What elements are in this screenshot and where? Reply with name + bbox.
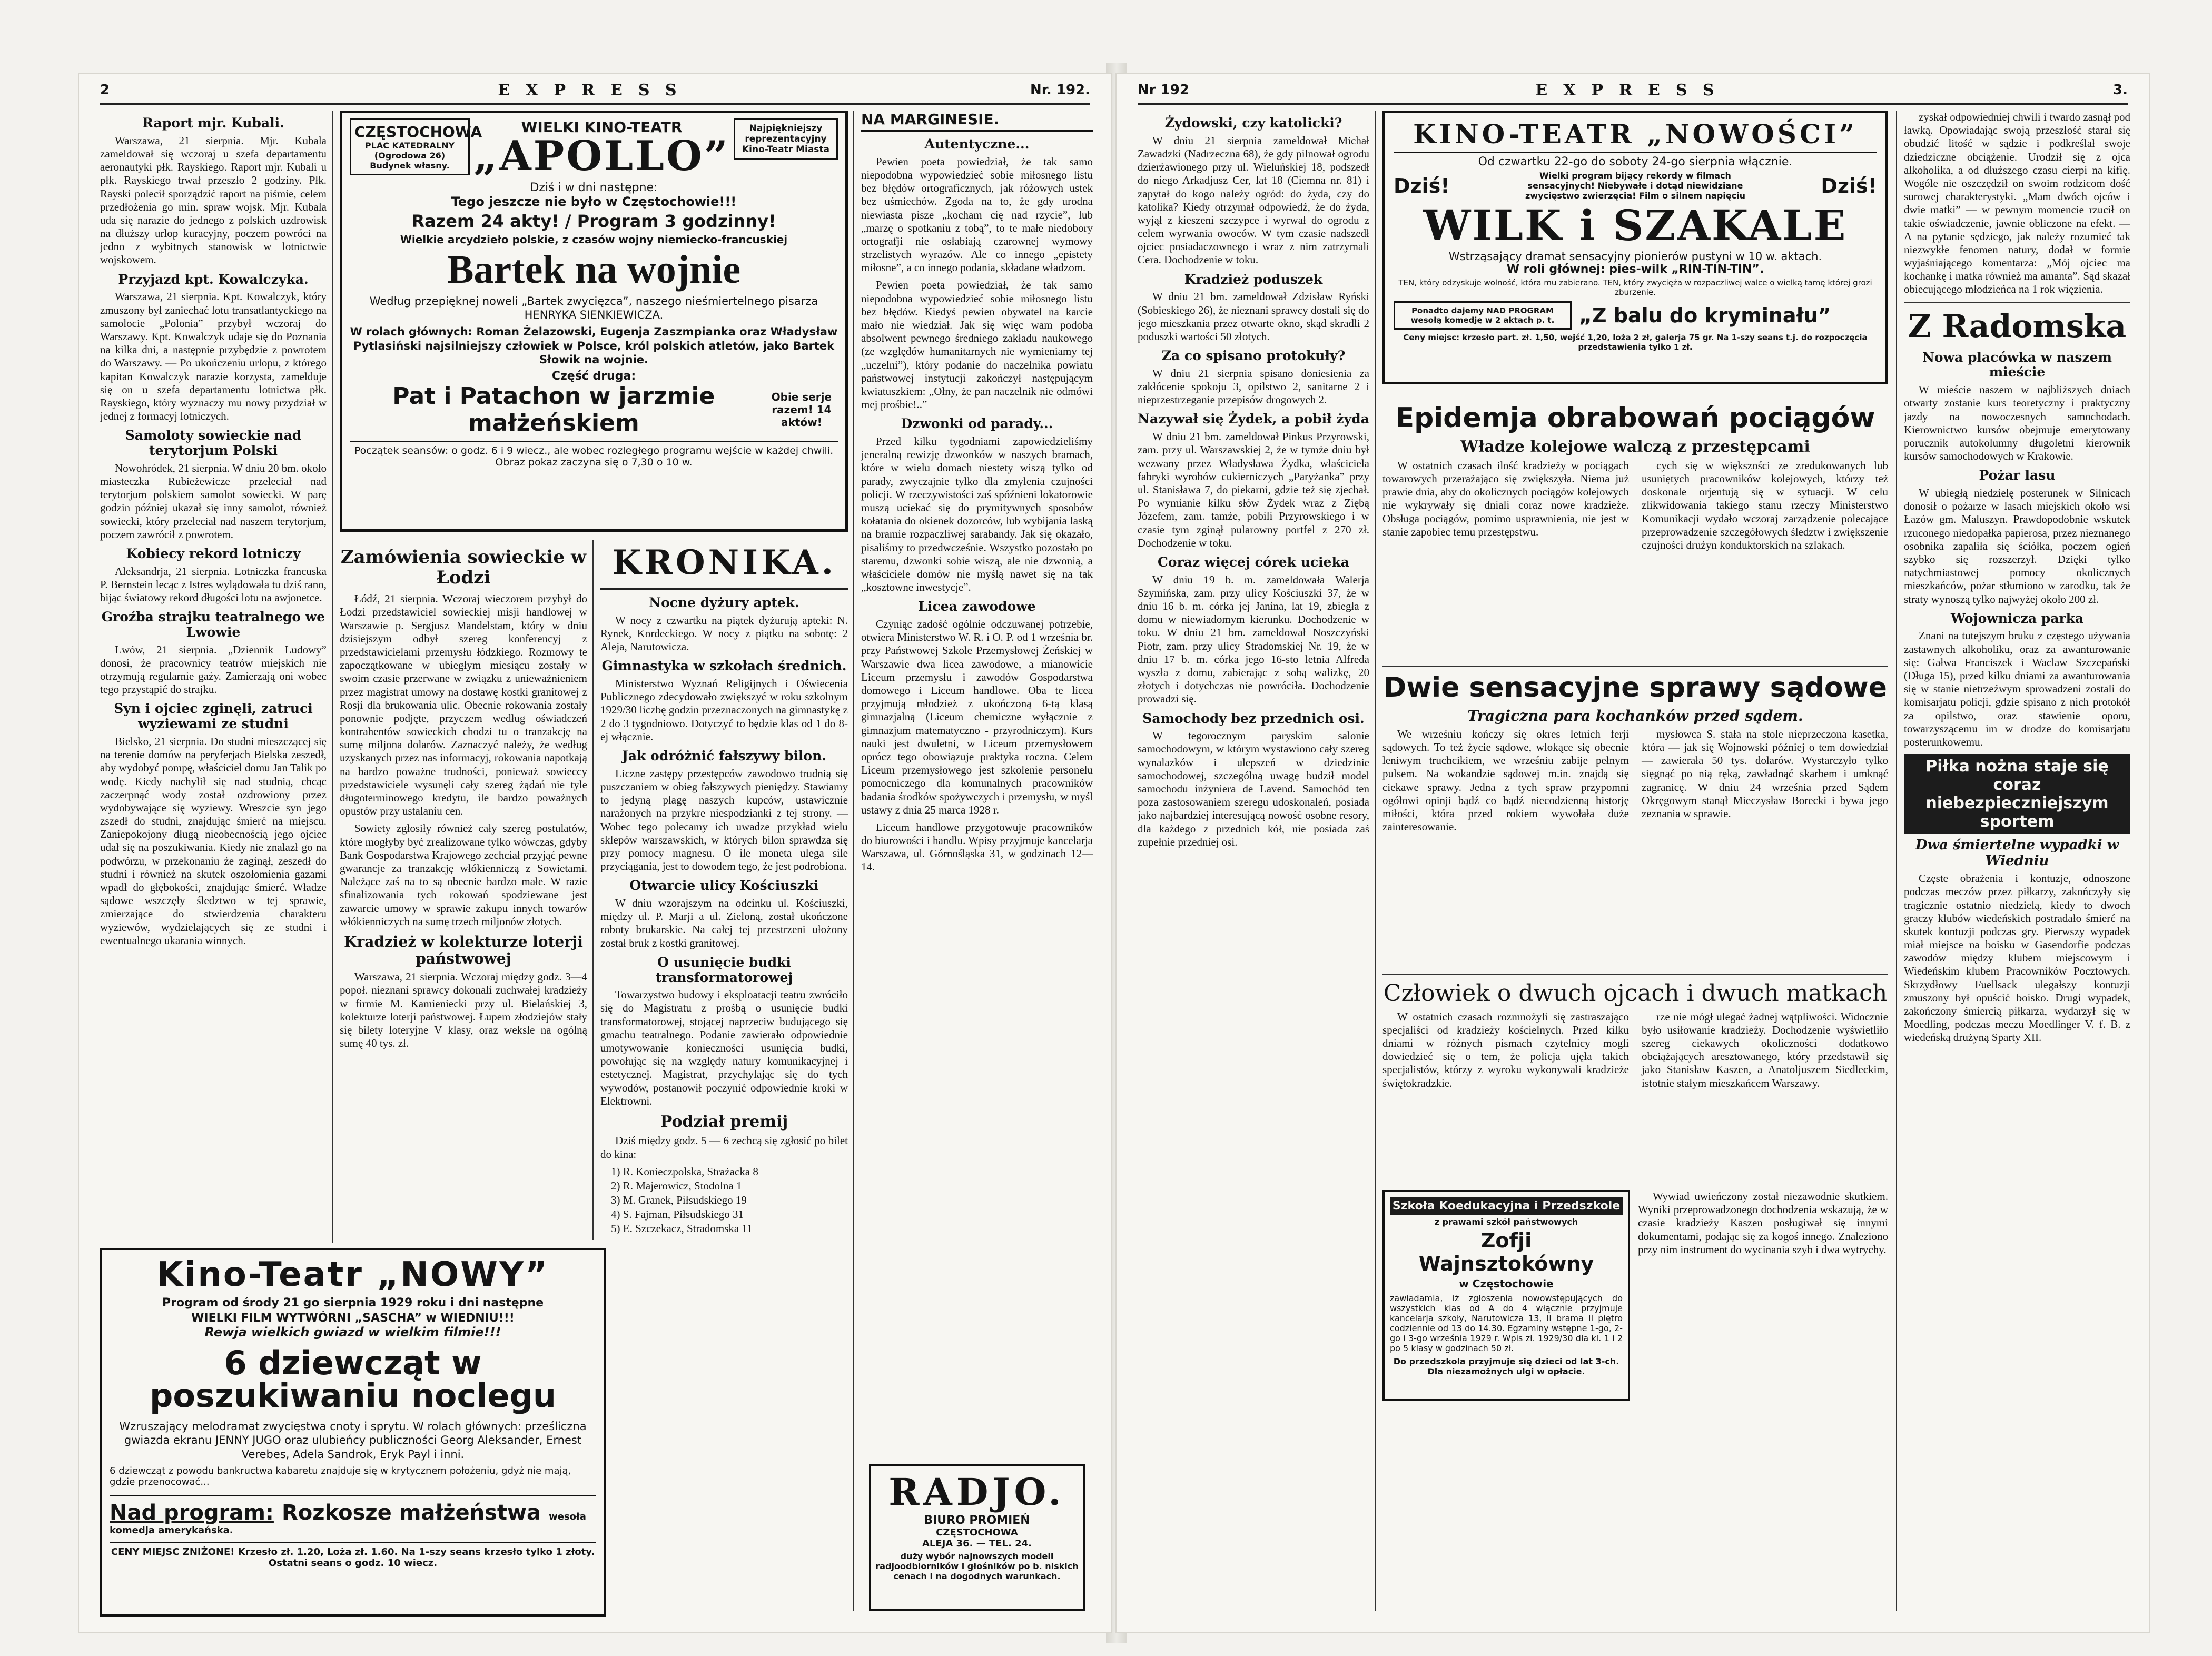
right-page	[1117, 74, 2149, 1632]
ad-part2-note: Obie serje razem! 14 aktów!	[771, 391, 832, 429]
article-text: We wrześniu kończy się okres letnich ferji sądowych. To też życie sądowe, wlokące się obecnie leniwym truchcikiem, we wrześniu zabije pełnym pulsem. Na wokandzie sądowej m.in. znajdą się ciekawe sprawy. Jedna z tych spraw przypomni ogółowi opinji bądź co bądź niecodzienną historję miłości, która przed rokiem wywołała duże zainteresowanie.	[1382, 727, 1629, 834]
ad-apollo-right-box: Najpiękniejszy reprezentacyjny Kino-Teatr Miasta	[734, 118, 838, 160]
left-col-4	[861, 111, 1093, 1611]
article-headline: Kradzież poduszek	[1184, 271, 1323, 287]
ad-center: Wielki program bijący rekordy w filmach sensacyjnych! Niebywałe i dotąd niewidziane zwycięstwo zwierzęcia! Film o silnem napięciu	[1525, 171, 1745, 201]
article-headline: Kobiecy rekord lotniczy	[126, 546, 301, 561]
article-headline: O usunięcie budki transformatorowej	[655, 954, 793, 985]
list-item: 1) R. Konieczpolska, Strażacka 8	[611, 1165, 758, 1178]
ad-address: ALEJA 36. — TEL. 24.	[922, 1538, 1032, 1549]
article-headline: Podział premij	[660, 1112, 788, 1131]
article-headline: Otwarcie ulicy Kościuszki	[629, 878, 819, 894]
masthead: EXPRESS	[498, 81, 693, 100]
article-headline: Gimnastyka w szkołach średnich.	[601, 658, 847, 674]
ad-szkola	[1382, 1190, 1630, 1401]
ad-description: Wstrząsający dramat sensacyjny pionierów pustyni w 10 w. aktach.	[1448, 250, 1822, 263]
ad-description: Według przepięknej noweli „Bartek zwycięzca”, naszego nieśmiertelnego pisarza HENRYKA SIENKIEWICZA.	[369, 294, 818, 322]
article-text: W dniu 19 b. m. zameldowała Walerja Szymińska, zam. przy ulicy Kościuszki 37, że w dniu 16 b. m. córka jej Janina, lat 19, zbiegła z domu w niewiadomym kierunku. Dochodzenie w toku. W dniu 21 bm. zameldował Noszczyński Piotr, zam. przy ulicy Stradomskiej Nr. 19, że w dniu 17 b. m. córka jego 16-sto letnia Alfreda wyszła z domu, zabierając z sobą walizkę, 20 złotych i dotychczas nie powróciła. Dochodzenie prowadzi się.	[1138, 573, 1369, 706]
article-headline: Za co spisano protokuły?	[1161, 348, 1346, 364]
ad-line: Dziś i w dni następne:	[530, 181, 658, 194]
article-text: Czyniąc zadość ogólnie odczuwanej potrzebie, otwiera Ministerstwo W. R. i O. P. od 1 września br. przy Państwowej Szkole Przemysłowej Żeńskiej w Warszawie dwa licea zawodowe, a mianowicie Liceum przemysłu i zawodów Gospodarstwa domowego i Liceum handlowe. Oba te licea przyjmują młodzież z ukończoną 6-tą klasą gimnazjalną (Liceum chemiczne wyłącznie z gimnazjum matematyczno - przyrodniczym). Kurs nauki jest dwuletni, w Liceum przemysłowem oprócz tego obowiązuje praktyka roczna. Celem Liceum przemysłowego jest szkolenie personelu pomocniczego dla komunalnych pracowników badania środków spożywczych i przemysłu, w myśl ustawy z dnia 25 marca 1928 r.	[861, 618, 1093, 816]
ad-today: Dziś!	[1394, 174, 1450, 197]
left-page	[79, 74, 1111, 1632]
article-text: Ministerstwo Wyznań Religijnych i Oświecenia Publicznego zdecydowało zwiększyć w roku szkolnym 1929/30 liczbę godzin przeznaczonych na gimnastykę z 2 do 3 tygodniowo. Dotyczyć to będzie klas od 1 do 8-ej włącznie.	[600, 677, 848, 743]
article-headline: Przyjazd kpt. Kowalczyka.	[118, 271, 309, 287]
article-text: Pewien poeta powiedział, że tak samo niepodobna wypowiedzieć sobie miłosnego listu bez błędów. Kiedyś pewien obywatel na karcie mało nie wiedział. Jak się więc wam podoba absolwent pewnego średniego zakładu naukowego (ze względów humanitarnych nie wymieniamy tej „uczelni”), który podanie do naczelnika powiatu państwowej instytucji zakończył następującym kwiatuszkiem: „Ołny, że pan naczelnik nie odmówi mej prośbie!..”	[861, 279, 1093, 411]
right-col-3-bottom	[1638, 1190, 1888, 1611]
article-headline: Raport mjr. Kubali.	[142, 115, 284, 131]
article-text: rze nie mógł ulegać żadnej wątpliwości. Widocznie było usiłowanie kradzieży. Dochodzenie wyświetliło szereg ciekawych okoliczności dodatkowo obciążających aresztowanego, który przedstawił się jako Stanisław Kaszen, a Anatoljuszem Siedleckim, istotnie stałym mieszkańcem Warszawy.	[1642, 1010, 1888, 1089]
ad-times: Początek seansów: o godz. 6 i 9 wiecz., ale wobec rozległego programu wejście w każdej chwili. Obraz pokaz zaczyna się o 7,30 o 10 w.	[350, 441, 838, 468]
ad-prices: CENY MIEJSC ZNIŻONE! Krzesło zł. 1.20, Loża zł. 1.60. Na 1-szy seans krzesło tylko 1 złoty. Ostatni seans o godz. 10 wiecz.	[110, 1542, 596, 1569]
ad-prices: Ceny miejsc: krzesło part. zł. 1,50, wejść 1,20, loża 2 zł, galerja 75 gr. Na 1-szy seans t.j. do rozpoczęcia przedstawienia tylko 1 zł.	[1403, 333, 1868, 352]
article-headline: Zamówienia sowieckie w Łodzi	[340, 547, 587, 589]
article-sady	[1382, 661, 1888, 838]
ad-name: Zofji Wajnsztokówny	[1418, 1229, 1594, 1275]
article-text: Warszawa, 21 sierpnia. Mjr. Kubala zameldował się wczoraj u szefa departamentu aeronautyki płk. Rayskiego. Raport mjr. Kubali u płk. Rayskiego trwał przeszło 2 godziny. Płk. Rayski polecił sporządzić raport na piśmie, celem przedłożenia go min. spraw wojsk. Mjr. Kubala uda się narazie do jednego z polskich uzdrowisk na dłuższy urlop kuracyjny, poczem powróci na jedno z wybitnych stanowisk w lotnictwie wojskowem.	[100, 134, 327, 266]
ad-address: PLAC KATEDRALNY (Ogrodowa 26) Budynek własny.	[364, 141, 455, 171]
article-text: cych się w większości ze zredukowanych lub usuniętych pracowników kolejowych, którzy też doskonale orjentują się w sytuacji. W celu zlikwidowania takiego stanu rzeczy Ministerstwo Komunikacji wydało wczoraj zarządzenie polecające przeprowadzenie szczegółowych śledztw i zwiększenie czujności drużyn konduktorskich na szlakach.	[1642, 459, 1888, 551]
ad-apollo-address-box	[350, 118, 482, 175]
article-text: W ubiegłą niedzielę posterunek w Silnicach donosił o pożarze w lasach miejskich około wsi Łazów gm. Maluszyn. Prawdopodobnie wskutek rzuconego niedopałka papierosa, przez nieznanego osobnika zapaliła się ściółka, poczem ogień szybko się rozszerzył. Dzięki tylko natychmiastowej pomocy okolicznych mieszkańców, pożar stłumiono w zarodku, tak że straty wynoszą tylko najwyżej około 200 zł.	[1904, 487, 2130, 606]
ad-film-title: WILK i SZAKALE	[1423, 201, 1848, 250]
list-item: 2) R. Majerowicz, Stodolna 1	[611, 1179, 742, 1192]
article-headline: Samoloty sowieckie nad terytorjum Polski	[125, 428, 302, 458]
article-text: Częste obrażenia i kontuzje, odnoszone podczas meczów przez piłkarzy, zakończyły się tragicznie ostatnio niedzielą, kiedy to dwoch graczy klubów wiedeńskich postradało śmierć na skutek kontuzji podczas gry. Pierwszy wypadek miał miejsce na boisku w Gasendorfie podczas zawodów między klubem miejscowym i Wiedeńskim klubem Pracowników Pocztowych. Skrzydłowy Fuellsack ulegałszy kontuzji zmuszony był opuścić boisko. Drugi wypadek, zakończony śmiercią piłkarza, wydarzył się w Moedling, podczas meczu Moedlinger V. f. B. z wiedeńską drużyną Sparty XII.	[1904, 872, 2130, 1044]
article-headline: Coraz więcej córek ucieka	[1158, 554, 1349, 570]
ad-note: Do przedszkola przyjmuje się dzieci od lat 3-ch.	[1393, 1356, 1619, 1366]
ad-title: KINO-TEATR „NOWOŚCI”	[1394, 118, 1877, 153]
ad-extra-label: Nad program:	[110, 1500, 274, 1525]
article-samoloty	[100, 428, 327, 541]
article-text: W dniu 21 bm. zameldował Pinkus Przyrowski, zam. przy ul. Warszawskiej 2, że w tymże dniu był wezwany przez Władysława Żydka, właściciela fabryki wyrobów cukierniczych „Paryżanka” przy ul. Stanisława 7, do piekarni, gdzie też się zjechał. Po wymianie kilku słów Żydek wraz z Ziębą Józefem, zam. tamże, pobili Przyrowskiego i w czasie tym zginął pularowny portfel z 270 zł. Dochodzenie w toku.	[1138, 430, 1369, 549]
ad-sub: z prawami szkół państwowych	[1434, 1217, 1578, 1227]
article-headline: Pożar lasu	[1979, 468, 2056, 483]
article-headline: Autentyczne...	[924, 136, 1030, 152]
article-text: Towarzystwo budowy i eksploatacji teatru zwróciło się do Magistratu z prośbą o usunięcie budki transformatorowej, stojącej naprzeciw budującego się gmachu teatralnego. Podanie zawierało odpowiednie umotywowanie konieczności usunięcia budki, powołując się na względy natury komunikacyjnej i estetycznej. Magistrat, przychylając się do tych wywodów, postanowił poczynić odpowiednie kroki w Elektrowni.	[600, 988, 848, 1107]
ad-cast: W rolach głównych: Roman Żelazowski, Eugenja Zaszmpianka oraz Władysław Pytlasiński najsilniejszy człowiek w Polsce, król polskich atletów, jako Bartek Słowik na wojnie.	[350, 325, 838, 366]
right-page-header	[1138, 78, 2128, 105]
article-text: W nocy z czwartku na piątek dyżurują apteki: N. Rynek, Kordeckiego. W nocy z piątku na sobotę: 2 Aleja, Narutowicza.	[600, 613, 848, 653]
article-headline: Nazywał się Żydek, a pobił żyda	[1138, 411, 1369, 427]
article-text: Wywiad uwieńczony został niezawodnie skutkiem. Wyniki przeprowadzonego dochodzenia wskazują, że w czasie kradzieży Kaszen posługiwał się innymi dokumentami, podając się za kogoś innego. Znaleziono przy nim instrument do wycinania szyb i dwa wytrychy.	[1638, 1190, 1888, 1256]
ad-plot: 6 dziewcząt z powodu bankructwa kabaretu znajduje się w krytycznem położeniu, gdyż nie mają, gdzie przenocować...	[110, 1465, 571, 1488]
issue-number: Nr 192	[1138, 82, 1189, 98]
left-page-header	[100, 78, 1090, 105]
ad-extra-box: Ponadto dajemy NAD PROGRAM wesołą komedję w 2 aktach p. t.	[1394, 301, 1572, 330]
ad-title: „APOLLO”	[473, 132, 730, 180]
article-headline: Groźba strajku teatralnego we Lwowie	[101, 609, 325, 640]
article-headline: Syn i ojciec zginęli, zatruci wyziewami ze studni	[114, 701, 313, 732]
article-text: Warszawa, 21 sierpnia. Wczoraj między godz. 3—4 popoł. nieznani sprawcy dokonali zuchwałej kradzieży w firmie M. Kamieniecki przy ul. Bielańskiej 3, kolekturze loterji państwowej. Łupem złodziejów stały się bilety loteryjne V klasy, oraz weksle na ogólną sumę 40 tys. zł.	[340, 970, 587, 1050]
ad-description: duży wybór najnowszych modeli radjoodbiorników i głośników po b. niskich cenach i na dogodnych warunkach.	[875, 1551, 1079, 1581]
column-rule	[1896, 111, 1897, 1611]
ad-city: CZĘSTOCHOWA	[354, 123, 482, 141]
ad-extra-title: „Z balu do kryminału”	[1579, 304, 1831, 327]
kronika-heading: KRONIKA.	[612, 543, 836, 582]
page-number: 2	[100, 82, 110, 98]
issue-number: Nr. 192.	[1030, 82, 1090, 98]
premie-list	[600, 1165, 848, 1235]
ad-line: Wielkie arcydzieło polskie, z czasów wojny niemiecko-francuskiej	[400, 233, 788, 246]
article-epidemja	[1382, 398, 1888, 556]
ad-film-title: Bartek na wojnie	[447, 247, 741, 292]
article-text: Łódź, 21 sierpnia. Wczoraj wieczorem przybył do Łodzi przedstawiciel sowieckiej misji handlowej w Warszawie p. Sergjusz Mandelstam, który w dniu dzisiejszym odbył szereg konferencyj z przedstawicielami przemysłu łódzkiego. Rozmowy te zapoczątkowane w ubiegłym miesiącu zostały w swoim czasie przerwane w związku z unieważnieniem przez magistrat umowy na dostawę kostki granitowej z Rosji dla brukowania ulic. Obecnie rokowania zostały ponownie podjęte, przyczem według oświadczeń kontrahentów sowieckich chodzi tu o tranzakcję na sumę miljona dolarów. Zaznaczyć należy, że według uzyskanych przez nas informacyj, rokowania napotkają na bardzo poważne trudności, ponieważ sowieccy przedstawiciele wysunęli cały szereg żądań nie tyle długoterminowego kredytu, ile bardzo poważnych opustów przy ustalaniu cen.	[340, 592, 587, 818]
ad-line: Razem 24 akty! / Program 3 godzinny!	[411, 211, 776, 231]
ad-kino-nowy	[100, 1248, 606, 1617]
ad-kino-apollo	[340, 111, 848, 532]
ad-line: Tego jeszcze nie było w Częstochowie!!!	[451, 194, 737, 209]
article-text: W mieście naszem w najbliższych dniach otwarty zostanie kurs teoretyczny i praktyczny jazdy na nowoczesnych samochodach. Kierownictwo kursów obejmuje emerytowany porucznik autokolumny długoletni kierownik kursów samochodowych w Krakowie.	[1904, 383, 2130, 463]
article-headline: Piłka nożna staje się coraz niebezpieczniejszym sportem	[1904, 754, 2130, 834]
article-subheadline: Dwa śmiertelne wypadki w Wiedniu	[1915, 837, 2119, 869]
column-rule	[332, 111, 333, 1243]
ad-title: Szkoła Koedukacyjna i Przedszkole	[1390, 1197, 1623, 1215]
article-text: Pewien poeta powiedział, że tak samo niepodobna wypowiedzieć sobie miłosnego listu bez błędów ortograficznych, jak różowych ustek bez uśmiechów. Zgoda na to, że gdy urodna niewiasta pisze „kocham cię nad rzycie”, lub „marzę o spotkaniu z tobą”, to te małe niedobory ortografji nie osłabiają czarownej wymowy strzelistych wyrazów. Ale co innego „epistety miłosne”, a co innego podania, składane władzom.	[861, 155, 1093, 274]
list-item: 3) M. Granek, Piłsudskiego 19	[611, 1193, 747, 1206]
article-headline: Człowiek o dwuch ojcach i dwuch matkach	[1383, 980, 1888, 1007]
article-text: mysłowca S. stała na stole nieprzeczona kasetka, która — jak się Wojnowski później o tem dowiedział — zawierała 50 tys. dolarów. Wystarczyło tylko sięgnąć po nią ręką, zawładnąć skarbem i umknąć zagranicę. W dniu 24 września przed Sądem Okręgowym stanął Mieczysław Borecki i bywa jego zeznania w sprawie.	[1642, 727, 1888, 820]
article-text: W dniu 21 bm. zameldował Zdzisław Ryński (Sobieskiego 26), że nieznani sprawcy dostali się do jego mieszkania przez otwarte okno, skąd skradli 2 poduszki wartości 50 złotych.	[1138, 290, 1369, 343]
article-headline: Dwie sensacyjne sprawy sądowe	[1384, 672, 1887, 703]
article-text: W ostatnich czasach ilość kradzieży w pociągach towarowych przerażająco się zwiększyła. Niema już prawie dnia, aby do okolicznych pociągów kolejowych nie wykrywały się dniali coraz nowe kradzieże. Obsługa pociągów, pomimo usprawnienia, nie jest w stanie zapobiec temu przestępstwu.	[1382, 459, 1629, 538]
ad-role: W roli głównej: pies-wilk „RIN-TIN-TIN”.	[1506, 263, 1764, 276]
ad-line: Program od środy 21 go sierpnia 1929 roku i dni następne	[162, 1296, 544, 1310]
ad-text: zawiadamia, iż zgłoszenia nowowstępujących do wszystkich klas od A do 4 włącznie przyjmuje kancelarja szkoły, Narutowicza 13, II brama II piętro codziennie od 13 do 14.30. Egzaminy wstępne 1-go, 2-go i 3-go września 1929 r. Wpis zł. 1929/30 dla kl. 1 i 2 po 5 klasy w godzinach 50 zł.	[1390, 1293, 1623, 1353]
article-rekord	[100, 547, 327, 604]
ad-line: BIURO PROMIEŃ	[924, 1514, 1030, 1527]
ad-part2-title: Pat i Patachon w jarzmie małżeńskiem	[392, 383, 715, 437]
column-rule	[1375, 111, 1376, 1611]
ad-description: Wzruszający melodramat zwycięstwa cnoty i sprytu. W rolach głównych: prześliczna gwiazda ekranu JENNY JUGO oraz ulubieńcy publiczności Georg Aleksander, Ernest Verebes, Adela Sandrok, Eryk Payl i inni.	[119, 1420, 587, 1461]
ad-title: RADJO.	[888, 1470, 1065, 1514]
ad-small: TEN, który odzyskuje wolność, która mu zabierano. TEN, który zwycięża w rozpaczliwej walce o wielką tamę której grozi zburzenie.	[1398, 278, 1872, 297]
ad-city: w Częstochowie	[1459, 1277, 1554, 1290]
ad-line: WIELKI FILM WYTWÓRNI „SASCHA” w WIEDNIU!!!	[191, 1312, 515, 1325]
article-text: Znani na tutejszym bruku z częstego używania zastawnych alkoholiku, oraz za awanturowanie się: Gałwa Franciszek i Waclaw Szczepański (Długa 15), przed kilku dniami za awanturowania się w stanie nietrzeźwym sprowadzeni zostali do komisarjatu policji, gdzie spisano z nich protokół za opilstwo, oraz stawienie oporu, towarzyszącemu im w drodze do komisarjatu posterunkowemu.	[1904, 629, 2130, 748]
ad-note: Dla niezamożnych ulgi w opłacie.	[1427, 1366, 1585, 1376]
article-text: Warszawa, 21 sierpnia. Kpt. Kowalczyk, który zmuszony był zaniechać lotu transatlantyckiego na samolocie „Polonia” przybył wczoraj do Warszawy. Kpt. Kowalczyk udaje się do Poznania na kilka dni, a następnie przybędzie z powrotem do Warszawy. — Po ukończeniu urlopu, z którego kapitan Kowalczyk narazie korzysta, zamelduje się on u szefa departamentu lotnictwa płk. Rayskiego, który wyznaczy mu nowy przydział w jednej z formacyj lotniczych.	[100, 290, 327, 423]
left-col-2	[340, 540, 587, 1240]
article-text: W tegorocznym paryskim salonie samochodowym, w którym wystawiono cały szereg wynalazków i ulepszeń w dziedzinie samochodowej, szczególną uwagę budził model samochodu inżyniera de Lavend. Samochód ten poza zastosowaniem szeregu udoskonaleń, posiada jako najbardziej interesującą nowość osobne resory, dla każdego z przednich kół, nie posiada zaś zupełnie przedniej osi.	[1138, 729, 1369, 848]
article-headline: Jak odróżnić fałszywy bilon.	[621, 748, 826, 763]
article-text: Aleksandrja, 21 sierpnia. Lotniczka francuska P. Bernstein lecąc z Istres wylądowała tu dziś rano, bijąc światowy rekord długości lotu na awjonetce.	[100, 564, 327, 604]
article-headline: Kradzież w kolekturze loterji państwowej	[344, 933, 583, 968]
article-text: zyskał odpowiedniej chwili i twardo zasnął pod ławką. Opowiadając swoją przeszłość starał się obudzić litość w sądzie i podkreślał swoje dziedziczne obciążenie. Urodził się z ojca alkoholika, a od dłuższego czasu cierpi na kifię. Wogóle nie oszczędził on swoim rodzicom dość surowej charakterystyki. „Mam dwóch ojców i dwie matki” — w pewnym momencie rzucił on takie oświadczenie, jawnie obliczone na efekt. — A na pytanie sędziego, jak należy rozumieć tak niezwykłe fenomen natury, dodał w formie wyjaśniającego komentarza: „Mój ojciec ma kochankę i matka również ma amanta”. Sąd skazał obiecującego młodzieńca na 1 rok więzienia.	[1904, 111, 2130, 296]
article-text: W dniu wzorajszym na odcinku ul. Kościuszki, między ul. P. Marji a ul. Zieloną, został ukończone roboty brukarskie. Na całej tej przestrzeni ułożony został bruk z kostki granitowej.	[600, 897, 848, 949]
article-ojcowie	[1382, 969, 1888, 1094]
ad-extra-note: wesoła komedja amerykańska.	[110, 1511, 586, 1536]
article-text: Sowiety zgłosiły również cały szereg postulatów, które mogłyby być zrealizowane tylko wówczas, gdyby Bank Gospodarstwa Krajowego zechciał przyjąć pewne gwarancje za tranzakcję włókienniczą z Sowietami. Należące zaś na to są obecnie bardzo małe. W razie sfinalizowania tych rokowań spodziewane jest zawarcie umowy w sprawie zakupu innych towarów włókienniczych na sumę trzech miljonów złotych.	[340, 822, 587, 928]
article-text: W dniu 21 sierpnia spisano doniesienia za zakłócenie spokoju 3, opilstwo 2, sanitarne 2 i nieprzestrzeganie przepisów drogowych 2.	[1138, 366, 1369, 406]
masthead: EXPRESS	[1535, 81, 1730, 100]
article-headline: Żydowski, czy katolicki?	[1164, 115, 1342, 131]
article-headline: Licea zawodowe	[918, 599, 1036, 614]
article-subheadline: Tragiczna para kochanków przed sądem.	[1467, 707, 1803, 725]
article-headline: Nowa placówka w naszem mieście	[1922, 349, 2112, 380]
article-headline: Samochody bez przednich osi.	[1142, 710, 1365, 726]
article-text: Dziś między godz. 5 — 6 zechcą się zgłosić po bilet do kina:	[600, 1134, 848, 1161]
column-rule	[853, 111, 854, 1611]
article-studnia	[100, 701, 327, 947]
right-col-1	[1138, 111, 1369, 1611]
right-col-4	[1904, 111, 2130, 1611]
list-item: 5) E. Szczekacz, Stradomska 11	[611, 1222, 753, 1235]
left-col-3	[600, 540, 848, 1611]
article-strajk	[100, 610, 327, 696]
ad-dates: Od czwartku 22-go do soboty 24-go sierpnia włącznie.	[1478, 155, 1793, 168]
ad-kicker: WIELKI KINO-TEATR	[521, 118, 683, 136]
column-rule	[592, 540, 594, 1240]
article-text: Liceum handlowe przygotowuje pracowników do biurowości i handlu. Wpisy przyjmuje kancelarja Warszawa, ul. Górnośląska 31, w godzinach 12—14.	[861, 820, 1093, 874]
ad-film-title: 6 dziewcząt w poszukiwaniu noclegu	[149, 1344, 557, 1415]
ad-line: CZĘSTOCHOWA	[936, 1527, 1018, 1538]
ad-radjo	[869, 1464, 1085, 1611]
ad-extra-title: Rozkosze małżeństwa	[282, 1500, 541, 1525]
ad-line: Rewja wielkich gwiazd w wielkim filmie!!!	[204, 1325, 501, 1340]
article-text: Nowohródek, 21 sierpnia. W dniu 20 bm. około miasteczka Rubieżewicze przeleciał nad terytorjum polskiem samolot sowiecki. W parę godzin później ukazał się inny samolot, również sowiecki, który przeleciał nad naszem terytorjum, poczem zawrócił z powrotem.	[100, 461, 327, 541]
article-headline: Dzwonki od parady...	[901, 416, 1053, 432]
article-kubala	[100, 116, 327, 267]
section-heading: NA MARGINESIE.	[861, 111, 1093, 132]
article-text: W dniu 21 sierpnia zameldował Michał Zawadzki (Nadrzeczna 68), że gdy pilnował ogrodu dzierżawionego przy ul. Wieluńskiej 18, podszedł do niego Arkadjusz Cer, lat 18 (Ciemna nr. 81) i zapytał do kogo należy ogród: do żyda, czy do katolika? Kiedy otrzymał odpowiedź, że do żyda, wyjął z kieszeni szczypce i wyrwał do ogrodu z celem wyrwania owoców. W tym czasie nadszedł ojciec posiadaczownego i wraz z nim zatrzymali Cera. Dochodzenie w toku.	[1138, 134, 1369, 266]
section-heading: Z Radomska	[1908, 308, 2127, 345]
article-subheadline: Władze kolejowe walczą z przestępcami	[1460, 437, 1810, 456]
article-headline: Wojownicza parka	[1950, 610, 2084, 626]
article-kowalczyk	[100, 272, 327, 423]
ad-kino-nowosci	[1382, 111, 1888, 384]
article-text: Lwów, 21 sierpnia. „Dziennik Ludowy” donosi, że pracownicy teatrów miejskich nie otrzymują regularnie gaży. Zamierzają oni wobec tego przystąpić do strajku.	[100, 643, 327, 696]
article-headline: Nocne dyżury aptek.	[649, 595, 799, 610]
article-text: Bielsko, 21 sierpnia. Do studni mieszczącej się na terenie domów na peryferjach Bielska zeszedł, aby wydobyć pompę, właściciel domu Jan Talik po wodę. Kiedy nachylił się nad studnią, chcąc zaczerpnąć wody został ozdrowiony przez wydobywające się wyziewy. Wreszcie syn jego zszedł do studni, znajdując śmierć na miejscu. Zaniepokojony długą nieobecnością jego ojciec udał się na poszukiwania. Kiedy nie znalazł go na podwórzu, w przekonaniu że zaginął, zeszedł do studni i również na skutek oszołomienia gazami wpadł do głębokości, znajdując śmierć. Władze sądowe wszczęły śledztwo w tej sprawie, zmierzające do stwierdzenia charakteru wyziewów, wydzielających się ze studni i ewentualnego ukarania winnych.	[100, 735, 327, 947]
list-item: 4) S. Fajman, Piłsudskiego 31	[611, 1207, 744, 1221]
ad-part2-label: Część druga:	[551, 370, 636, 383]
article-text: Liczne zastępy przestępców zawodowo trudnią się puszczaniem w obieg fałszywych pieniędzy. Stawiamy to jedyną plagę naszych kupców, ustawicznie narażonych na przykre niespodzianki z tej strony. — Wobec tego polecamy ich uwadze przykład wielu sklepów warszawskich, w których bilon sprawdza się przy pomocy magnesu. O ile moneta ulega sile przyciągania, jest to dowodem tego, że jest podrobiona.	[600, 767, 848, 873]
ad-today: Dziś!	[1821, 174, 1877, 197]
article-headline: Epidemja obrabowań pociągów	[1395, 402, 1875, 434]
ad-title: Kino-Teatr „NOWY”	[156, 1255, 549, 1294]
article-text: W ostatnich czasach rozmnożyli się zastraszająco specjaliści od kradzieży kościelnych. Przed kilku dniami w różnych pismach czytelnicy mogli dowiedzieć się o tem, że policja ujęła takich specjalistów, którzy z wyroku wykonywali kradzieże świętokradzkie.	[1382, 1010, 1629, 1089]
page-number: 3.	[2113, 82, 2128, 98]
article-text: Przed kilku tygodniami zapowiedzieliśmy jeneralną rewizję dzwonków w naszych bramach, które w wielu domach niestety wiszą tylko od parady, zwyczajnie tylko dla zmylenia czujności policji. W rzeczywistości zaś spóźnieni lokatorowie muszą uciekać się do prymitywnych sposobów kołatania do okienek dozorców, lub wybijania laską na bramie rozpaczliwej sarabandy. Jak się okazało, pisaliśmy to przedwcześnie. Wszystko pozostało po staremu, dzwonki sobie wiszą, ale nie dzwonią, a właściciele domów nie myślą nawet się na tak „kosztowne inwestycje”.	[861, 435, 1093, 594]
